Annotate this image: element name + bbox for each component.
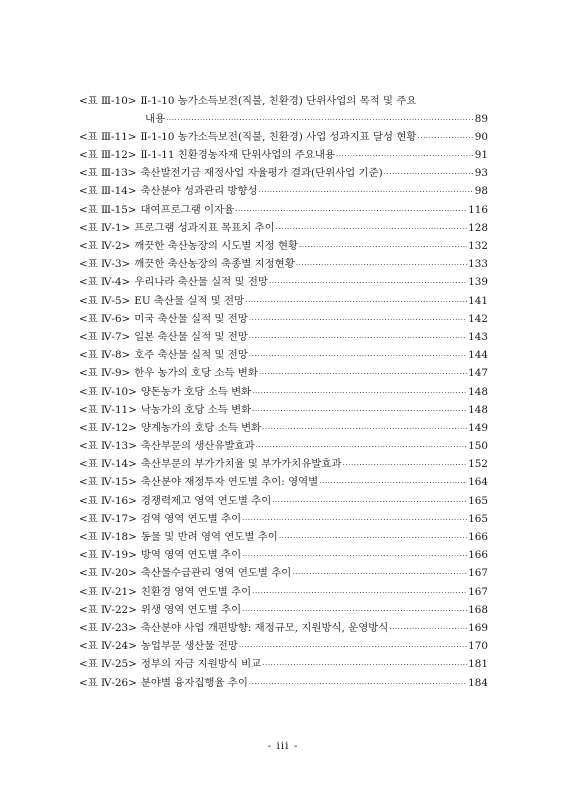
page-number: - iii -: [267, 740, 299, 752]
dot-leader: [242, 602, 467, 620]
dot-leader: [279, 529, 467, 547]
dot-leader: [252, 584, 467, 602]
toc-entry-label: <표 Ⅳ-13>: [79, 440, 137, 453]
toc-entry-label: <표 Ⅳ-7>: [79, 330, 131, 343]
toc-entry-title: 축산분야 성과관리 방향성: [140, 185, 258, 198]
toc-entry[interactable]: [79, 473, 488, 491]
toc-entry[interactable]: [79, 219, 488, 237]
toc-entry-page: 128: [468, 221, 488, 234]
toc-entry-title: 동물 및 반려 영역 연도별 추이: [140, 531, 278, 544]
toc-entry-label: <표 Ⅲ-15>: [79, 203, 137, 216]
toc-entry[interactable]: [79, 237, 488, 255]
toc-entry[interactable]: [79, 419, 488, 437]
dot-leader: [259, 183, 474, 201]
toc-entry-page: 165: [468, 512, 488, 525]
toc-entry-title: 축산부문의 부가가치율 및 부가가치유발효과: [140, 458, 342, 471]
toc-entry-title: 방역 영역 연도별 추이: [140, 549, 242, 562]
dot-leader: [262, 420, 467, 438]
toc-entry-title: 양돈농가 호당 소득 변화: [140, 385, 252, 398]
toc-entry-page: 181: [468, 658, 488, 671]
toc-entry-label: <표 Ⅳ-9>: [79, 367, 131, 380]
toc-entry-label: <표 Ⅲ-14>: [79, 185, 137, 198]
toc-entry-label: <표 Ⅲ-10>: [79, 95, 137, 107]
dot-leader: [276, 220, 467, 238]
toc-entry-page: 167: [468, 567, 488, 580]
toc-entry[interactable]: [79, 273, 488, 291]
toc-entry[interactable]: [79, 510, 488, 528]
toc-entry[interactable]: [79, 364, 488, 382]
toc-entry[interactable]: [79, 92, 488, 111]
toc-entry-title: Ⅱ-1-11 친환경농자재 단위사업의 주요내용: [140, 149, 335, 162]
toc-entry[interactable]: [79, 383, 488, 401]
toc-entry-label: <표 Ⅲ-11>: [79, 130, 137, 143]
toc-entry[interactable]: [79, 201, 488, 219]
dot-leader: [299, 238, 467, 256]
toc-entry-title: EU 축산물 실적 및 전망: [134, 294, 245, 307]
toc-entry-page: 148: [468, 385, 488, 398]
toc-entry[interactable]: [79, 346, 488, 364]
toc-entry-title: Ⅱ-1-10 농가소득보전(직불, 친환경) 단위사업의 목적 및 주요: [140, 95, 417, 107]
toc-entry-title: 축산발전기금 재정사업 자율평가 결과(단위사업 기준): [140, 167, 383, 180]
toc-entry[interactable]: [79, 401, 488, 419]
dot-leader: [389, 620, 467, 638]
toc-entry-label: <표 Ⅳ-6>: [79, 312, 131, 325]
toc-entry-label: <표 Ⅳ-23>: [79, 621, 137, 634]
toc-entry-page: 90: [474, 130, 488, 143]
toc-entry-title: 호주 축산물 실적 및 전망: [134, 349, 248, 362]
toc-entry-page: 166: [468, 549, 488, 562]
toc-entry-label: <표 Ⅳ-21>: [79, 585, 137, 598]
toc-entry-continuation[interactable]: [79, 111, 488, 128]
toc-entry-title: Ⅱ-1-10 농가소득보전(직불, 친환경) 사업 성과지표 달성 현황: [140, 130, 417, 143]
toc-entry-page: 148: [468, 403, 488, 416]
toc-entry-label: <표 Ⅳ-3>: [79, 258, 131, 271]
toc-entry-title: 축산분야 사업 개편방향: 재정규모, 지원방식, 운영방식: [140, 621, 389, 634]
toc-entry-label: <표 Ⅳ-25>: [79, 658, 137, 671]
table-of-tables: [79, 92, 488, 692]
toc-entry-label: <표 Ⅳ-26>: [79, 676, 137, 689]
toc-entry-label: <표 Ⅳ-19>: [79, 549, 137, 562]
toc-entry-title: 경쟁력제고 영역 연도별 추이: [140, 494, 272, 507]
toc-entry-label: <표 Ⅳ-24>: [79, 640, 137, 653]
toc-entry-label: <표 Ⅳ-17>: [79, 512, 137, 525]
toc-entry-page: 165: [468, 494, 488, 507]
toc-entry-title: 농업부문 생산물 전망: [140, 640, 238, 653]
toc-entry-title: 위생 영역 연도별 추이: [140, 603, 242, 616]
dot-leader: [235, 202, 467, 220]
toc-entry[interactable]: [79, 674, 488, 692]
toc-entry[interactable]: [79, 328, 488, 346]
toc-entry-title: 한우 농가의 호당 소득 변화: [134, 367, 258, 380]
dot-leader: [319, 474, 467, 492]
toc-entry-title: 낙농가의 호당 소득 변화: [140, 403, 252, 416]
toc-entry[interactable]: [79, 564, 488, 582]
toc-entry-page: 132: [468, 240, 488, 253]
toc-entry[interactable]: [79, 637, 488, 655]
toc-entry-title: 정부의 자금 지원방식 비교: [140, 658, 262, 671]
toc-entry-label: <표 Ⅳ-18>: [79, 531, 137, 544]
dot-leader: [249, 329, 467, 347]
toc-entry[interactable]: [79, 546, 488, 564]
dot-leader: [239, 638, 467, 656]
toc-entry[interactable]: [79, 310, 488, 328]
toc-entry[interactable]: [79, 528, 488, 546]
dot-leader: [252, 384, 467, 402]
toc-entry-page: 144: [468, 349, 488, 362]
toc-entry[interactable]: [79, 655, 488, 673]
toc-entry-title: 미국 축산물 실적 및 전망: [134, 312, 248, 325]
toc-entry-page: 170: [468, 640, 488, 653]
toc-entry-page: 89: [474, 113, 488, 126]
toc-entry-title: 대여프로그램 이자율: [140, 203, 235, 216]
toc-entry-title: 검역 영역 연도별 추이: [140, 512, 242, 525]
toc-entry-title: 양계농가의 호당 소득 변화: [140, 421, 262, 434]
toc-entry[interactable]: [79, 164, 488, 182]
toc-entry-page: 141: [468, 294, 488, 307]
toc-entry[interactable]: [79, 146, 488, 164]
toc-entry-label: <표 Ⅳ-8>: [79, 349, 131, 362]
toc-entry-label: <표 Ⅳ-11>: [79, 403, 137, 416]
dot-leader: [252, 402, 467, 420]
dot-leader: [296, 256, 467, 274]
toc-entry-title: 축산부문의 생산유발효과: [140, 440, 255, 453]
toc-entry-page: 149: [468, 421, 488, 434]
dot-leader: [292, 565, 467, 583]
dot-leader: [242, 547, 467, 565]
toc-entry-label: <표 Ⅳ-15>: [79, 476, 137, 489]
toc-entry-page: 91: [474, 149, 488, 162]
toc-entry-page: 143: [468, 330, 488, 343]
toc-entry[interactable]: [79, 292, 488, 310]
dot-leader: [249, 675, 467, 693]
toc-entry-page: 147: [468, 367, 488, 380]
toc-entry-label: <표 Ⅳ-5>: [79, 294, 131, 307]
toc-entry-label: <표 Ⅳ-10>: [79, 385, 137, 398]
toc-entry-title: 일본 축산물 실적 및 전망: [134, 330, 248, 343]
dot-leader: [269, 274, 467, 292]
dot-leader: [249, 347, 467, 365]
toc-entry[interactable]: [79, 182, 488, 200]
toc-entry-title: 축산물수급관리 영역 연도별 추이: [140, 567, 292, 580]
toc-entry-title: 분야별 융자집행율 추이: [140, 676, 248, 689]
toc-entry-page: 184: [468, 676, 488, 689]
toc-entry-page: 152: [468, 458, 488, 471]
toc-entry-page: 93: [474, 167, 488, 180]
dot-leader: [249, 311, 467, 329]
toc-entry-title: 축산분야 재정투자 연도별 추이: 영역별: [140, 476, 319, 489]
toc-entry-label: <표 Ⅳ-12>: [79, 421, 137, 434]
toc-entry-title: 깨끗한 축산농장의 축종별 지정현황: [134, 258, 295, 271]
toc-entry-label: <표 Ⅲ-13>: [79, 167, 137, 180]
toc-entry[interactable]: [79, 619, 488, 637]
dot-leader: [384, 165, 474, 183]
toc-entry[interactable]: [79, 255, 488, 273]
dot-leader: [417, 129, 473, 147]
dot-leader: [262, 656, 467, 674]
toc-entry-label: <표 Ⅳ-20>: [79, 567, 137, 580]
toc-entry[interactable]: [79, 437, 488, 455]
toc-entry-page: 164: [468, 476, 488, 489]
toc-entry-title-cont: 내용: [145, 113, 166, 126]
toc-entry-label: <표 Ⅳ-1>: [79, 221, 131, 234]
toc-entry-title: 친환경 영역 연도별 추이: [140, 585, 252, 598]
toc-entry-page: 98: [474, 185, 488, 198]
dot-leader: [166, 112, 474, 129]
dot-leader: [245, 293, 467, 311]
toc-entry-page: 167: [468, 585, 488, 598]
toc-entry-page: 150: [468, 440, 488, 453]
toc-entry-label: <표 Ⅲ-12>: [79, 149, 137, 162]
toc-entry-label: <표 Ⅳ-14>: [79, 458, 137, 471]
toc-entry-title: 깨끗한 축산농장의 시도별 지정 현황: [134, 240, 299, 253]
toc-entry[interactable]: [79, 128, 488, 146]
toc-entry-title: 프로그램 성과지표 목표치 추이: [134, 221, 275, 234]
dot-leader: [336, 147, 474, 165]
dot-leader: [343, 456, 468, 474]
toc-entry-page: 142: [468, 312, 488, 325]
toc-entry[interactable]: [79, 583, 488, 601]
toc-entry-page: 169: [468, 621, 488, 634]
toc-entry-title: 우리나라 축산물 실적 및 전망: [134, 276, 268, 289]
toc-entry-page: 133: [468, 258, 488, 271]
toc-entry[interactable]: [79, 601, 488, 619]
toc-entry-page: 166: [468, 531, 488, 544]
toc-entry-label: <표 Ⅳ-22>: [79, 603, 137, 616]
toc-entry-page: 139: [468, 276, 488, 289]
toc-entry-label: <표 Ⅳ-16>: [79, 494, 137, 507]
toc-entry[interactable]: [79, 492, 488, 510]
toc-entry[interactable]: [79, 455, 488, 473]
toc-entry-label: <표 Ⅳ-2>: [79, 240, 131, 253]
toc-entry-page: 168: [468, 603, 488, 616]
toc-entry-page: 116: [468, 203, 488, 216]
dot-leader: [259, 365, 467, 383]
dot-leader: [256, 438, 468, 456]
dot-leader: [242, 511, 467, 529]
dot-leader: [272, 493, 467, 511]
toc-entry-label: <표 Ⅳ-4>: [79, 276, 131, 289]
